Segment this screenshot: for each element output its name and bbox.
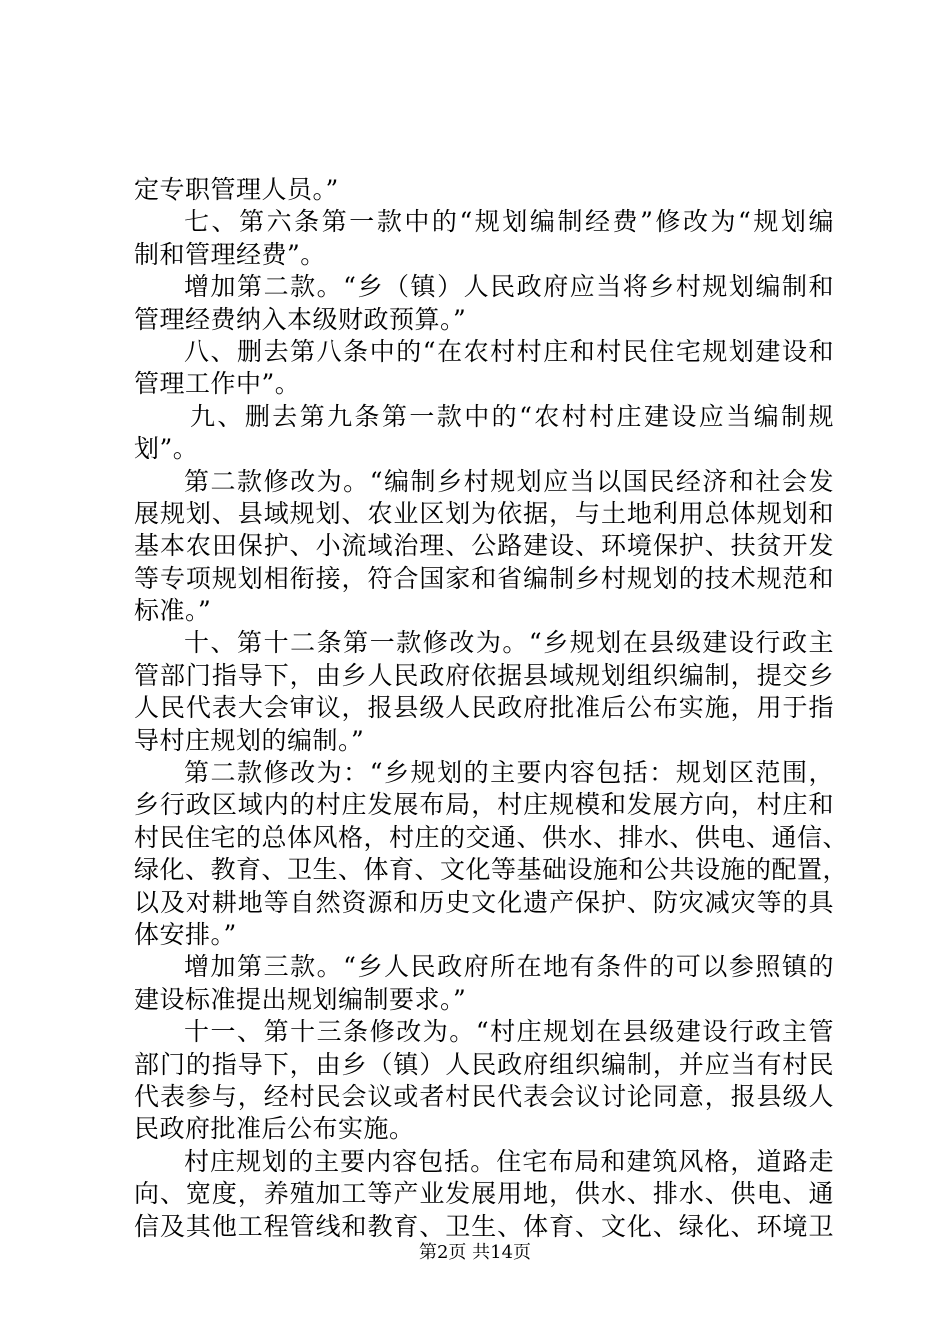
text-line: 以及对耕地等自然资源和历史文化遗产保护、防灾减灾等的具 — [134, 887, 834, 917]
text-line: 标准。” — [134, 596, 212, 626]
text-line: 人民代表大会审议，报县级人民政府批准后公布实施，用于指 — [134, 693, 834, 723]
text-line: 民政府批准后公布实施。 — [134, 1114, 415, 1144]
text-line: 部门的指导下，由乡（镇）人民政府组织编制，并应当有村民 — [134, 1049, 834, 1079]
text-line: 管理经费纳入本级财政预算。” — [134, 304, 467, 334]
text-line: 第二款修改为。“编制乡村规划应当以国民经济和社会发 — [184, 466, 834, 496]
text-line: 乡行政区域内的村庄发展布局，村庄规模和发展方向，村庄和 — [134, 790, 834, 820]
text-line: 九、删去第九条第一款中的“农村村庄建设应当编制规 — [190, 401, 834, 431]
text-line: 管理工作中”。 — [134, 369, 301, 399]
text-line: 定专职管理人员。” — [134, 175, 339, 204]
text-line: 十一、第十三条修改为。“村庄规划在县级建设行政主管 — [184, 1017, 834, 1047]
text-line: 划”。 — [134, 434, 199, 464]
text-line: 信及其他工程管线和教育、卫生、体育、文化、绿化、环境卫 — [134, 1211, 834, 1241]
text-line: 八、删去第八条中的“在农村村庄和村民住宅规划建设和 — [184, 336, 834, 366]
text-line: 第二款修改为：“乡规划的主要内容包括：规划区范围， — [184, 758, 834, 788]
text-line: 增加第三款。“乡人民政府所在地有条件的可以参照镇的 — [184, 952, 834, 982]
text-line: 建设标准提出规划编制要求。” — [134, 984, 467, 1014]
text-line: 村民住宅的总体风格，村庄的交通、供水、排水、供电、通信、 — [134, 822, 849, 852]
text-line: 代表参与，经村民会议或者村民代表会议讨论同意，报县级人 — [134, 1081, 834, 1111]
text-line: 向、宽度，养殖加工等产业发展用地，供水、排水、供电、通 — [134, 1179, 834, 1209]
text-line: 展规划、县域规划、农业区划为依据，与土地利用总体规划和 — [134, 498, 834, 528]
body-text — [134, 174, 849, 1243]
text-line: 制和管理经费”。 — [134, 239, 326, 269]
text-line: 增加第二款。“乡（镇）人民政府应当将乡村规划编制和 — [184, 272, 834, 302]
text-line: 十、第十二条第一款修改为。“乡规划在县级建设行政主 — [184, 628, 834, 658]
page-number: 第2页 共14页 — [418, 1242, 532, 1263]
text-line: 管部门指导下，由乡人民政府依据县域规划组织编制，提交乡 — [134, 660, 834, 690]
text-line: 村庄规划的主要内容包括。住宅布局和建筑风格，道路走 — [184, 1146, 834, 1176]
text-line: 导村庄规划的编制。” — [134, 725, 365, 755]
text-line: 体安排。” — [134, 919, 237, 949]
text-line: 七、第六条第一款中的“规划编制经费”修改为“规划编 — [184, 207, 834, 237]
text-line: 等专项规划相衔接，符合国家和省编制乡村规划的技术规范和 — [134, 563, 834, 593]
text-line: 绿化、教育、卫生、体育、文化等基础设施和公共设施的配置， — [134, 855, 849, 885]
text-line: 基本农田保护、小流域治理、公路建设、环境保护、扶贫开发 — [134, 531, 834, 561]
